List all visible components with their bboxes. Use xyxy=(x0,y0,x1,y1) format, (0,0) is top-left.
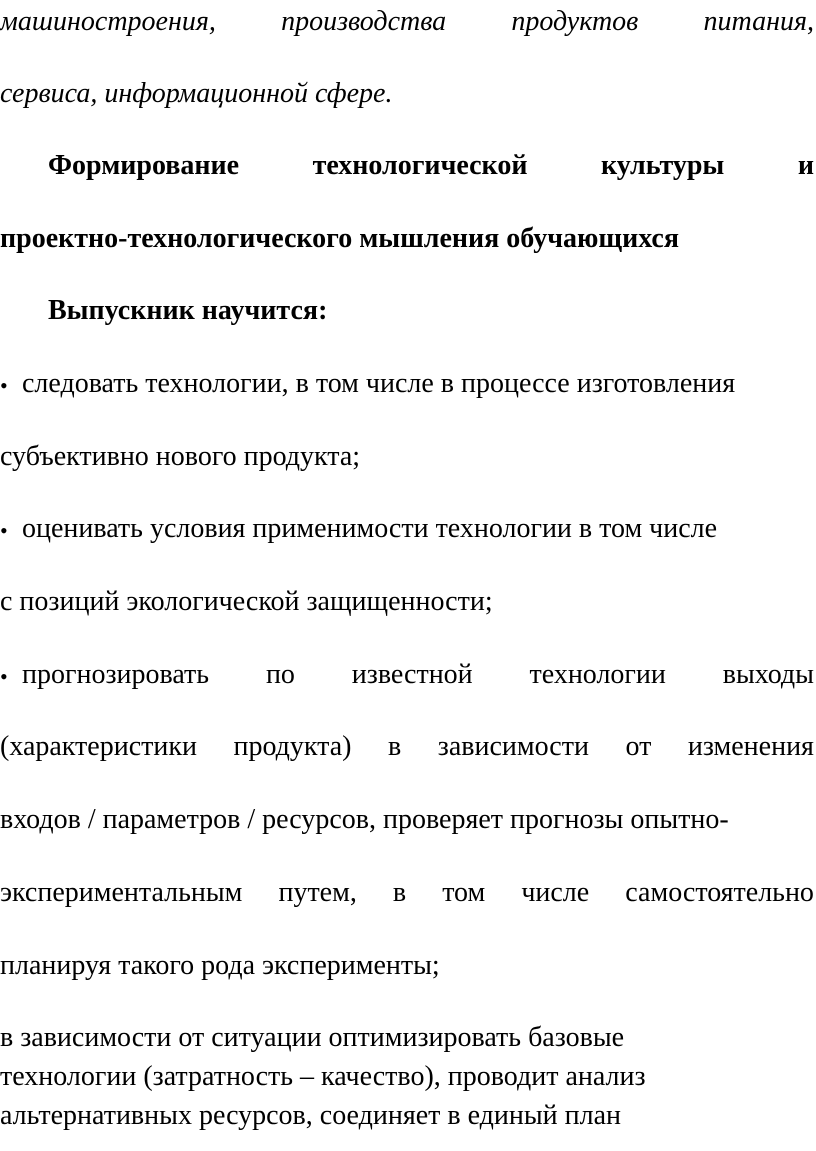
bullet-word: (характеристики xyxy=(0,731,197,762)
bullet-word: в xyxy=(388,731,402,762)
bullet-icon: • xyxy=(0,664,8,689)
bullet-item-3-line-4 xyxy=(0,876,814,910)
bullet-text: оценивать условия применимости технологии в том числе xyxy=(22,513,718,544)
bullet-item-3-line-3: входов / параметров / ресурсов, проверяет прогнозы опытно- xyxy=(0,804,729,835)
bullet-word: изменения xyxy=(687,731,814,762)
bullet-word: том xyxy=(442,877,486,908)
bullet-word: технологии xyxy=(529,659,666,690)
bullet-item-3-line-5: планируя такого рода эксперименты; xyxy=(0,950,440,981)
bullet-icon: • xyxy=(0,518,8,543)
intro-word: производства xyxy=(281,6,447,37)
intro-word: продуктов xyxy=(511,6,639,37)
bullet-word: по xyxy=(265,659,295,690)
bullet-word: от xyxy=(625,731,652,762)
heading-word: культуры xyxy=(600,150,725,181)
bullet-item-1-line-2: субъективно нового продукта; xyxy=(0,441,361,472)
tail-line-1: в зависимости от ситуации оптимизировать базовые xyxy=(0,1022,625,1053)
bullet-text: следовать технологии, в том числе в процессе изготовления xyxy=(22,368,736,399)
intro-word: питания, xyxy=(703,6,814,37)
intro-line-1 xyxy=(0,5,814,39)
bullet-word: в xyxy=(392,877,407,908)
bullet-item-2-line-1 xyxy=(0,512,816,546)
tail-line-3: альтернативных ресурсов, соединяет в единый план xyxy=(0,1100,622,1131)
bullet-word: путем, xyxy=(278,877,357,908)
bullet-word: самостоятельно xyxy=(625,877,814,908)
bullet-word: числе xyxy=(521,877,590,908)
bullet-word: продукта) xyxy=(233,731,352,762)
bullet-word: прогнозировать xyxy=(22,659,210,690)
tail-line-2: технологии (затратность – качество), проводит анализ xyxy=(0,1061,646,1092)
bullet-word: выходы xyxy=(722,659,814,690)
learner-subheading: Выпускник научится: xyxy=(48,295,328,326)
bullet-item-3-line-2 xyxy=(0,730,814,764)
bullet-text-start xyxy=(0,658,209,692)
bullet-item-1-line-1 xyxy=(0,367,816,401)
heading-word: Формирование xyxy=(48,150,240,181)
bullet-word: экспериментальным xyxy=(0,877,243,908)
section-heading-line-2: проектно-технологического мышления обучающихся xyxy=(0,223,679,254)
heading-word: и xyxy=(797,150,814,181)
section-heading-line-1 xyxy=(48,149,814,183)
bullet-icon: • xyxy=(0,373,8,398)
bullet-word: известной xyxy=(351,659,473,690)
bullet-item-3-line-1 xyxy=(0,658,814,692)
bullet-word: зависимости xyxy=(437,731,589,762)
intro-word: машиностроения, xyxy=(0,6,216,37)
heading-word: технологической xyxy=(312,150,528,181)
bullet-item-2-line-2: с позиций экологической защищенности; xyxy=(0,586,493,617)
intro-line-2: сервиса, информационной сфере. xyxy=(0,78,393,109)
